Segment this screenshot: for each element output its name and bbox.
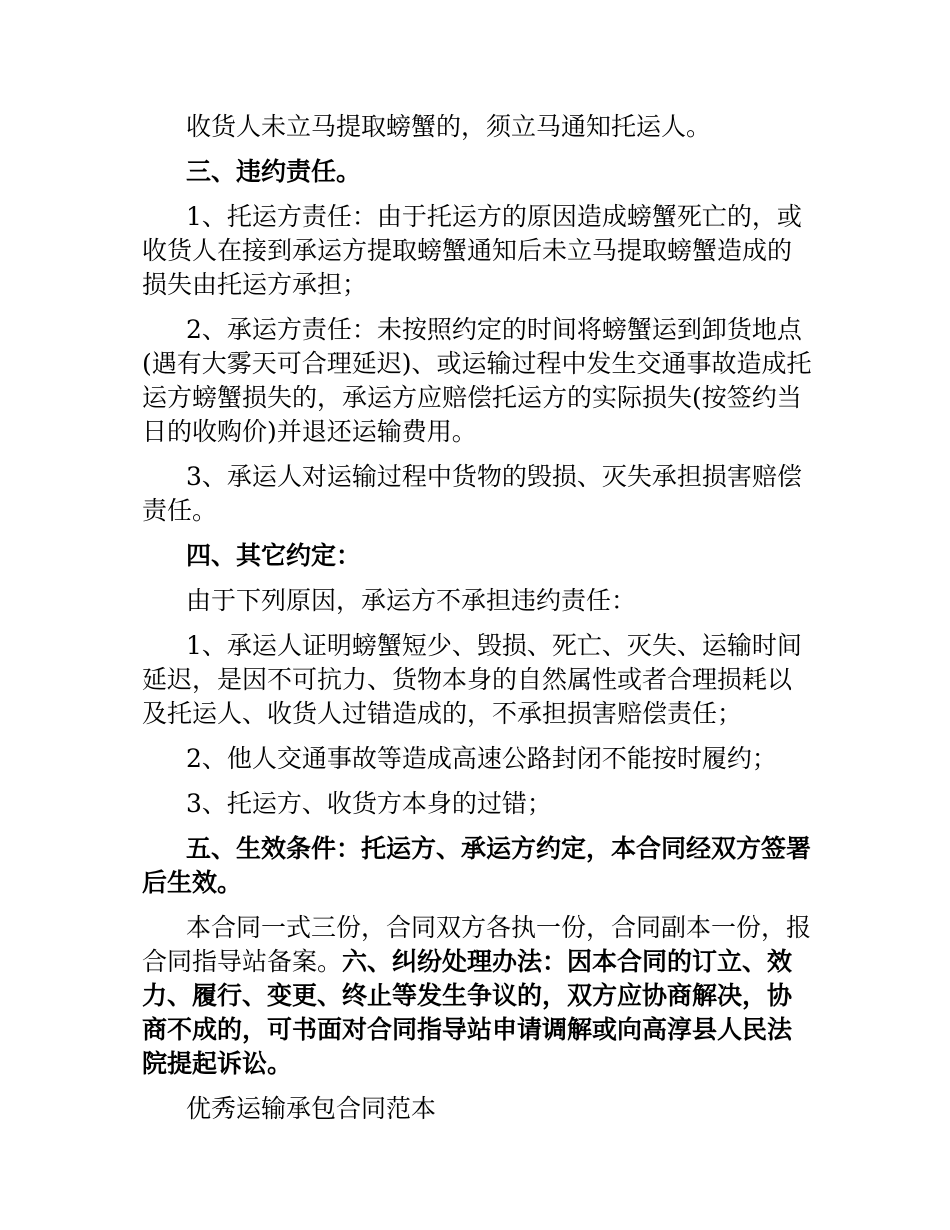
paragraph-copies-and-disputes — [142, 911, 812, 1081]
paragraph-exemption-2: 2、他人交通事故等造成高速公路封闭不能按时履约； — [186, 744, 777, 773]
paragraph-exemption-intro: 由于下列原因，承运方不承担违约责任： — [186, 586, 637, 615]
paragraph-carrier-liability: 2、承运方责任：未按照约定的时间将螃蟹运到卸货地点(遇有大雾天可合理延迟)、或运输过程中发生交通事故造成托运方螃蟹损失的，承运方应赔偿托运方的实际损失(按签约当日的收购价)并退还运输费用。 — [142, 315, 812, 446]
paragraph-shipper-liability: 1、托运方责任：由于托运方的原因造成螃蟹死亡的，或收货人在接到承运方提取螃蟹通知后未立马提取螃蟹造成的损失由托运方承担； — [142, 202, 802, 299]
paragraph-exemption-3: 3、托运方、收货方本身的过错； — [186, 789, 552, 818]
heading-breach-liability: 三、违约责任。 — [186, 157, 362, 186]
heading-effective-conditions: 五、生效条件：托运方、承运方约定，本合同经双方签署后生效。 — [142, 834, 812, 897]
document-body — [142, 110, 812, 1137]
heading-dispute-resolution: 六、纠纷处理办法：因本合同的订立、效力、履行、变更、终止等发生争议的，双方应协商解决，协商不成的，可书面对合同指导站申请调解或向高淳县人民法院提起诉讼。 — [142, 947, 793, 1078]
paragraph-exemption-1: 1、承运人证明螃蟹短少、毁损、死亡、灭失、运输时间延迟，是因不可抗力、货物本身的自然属性或者合理损耗以及托运人、收货人过错造成的，不承担损害赔偿责任； — [142, 631, 802, 728]
paragraph-damage-loss-liability: 3、承运人对运输过程中货物的毁损、灭失承担损害赔偿责任。 — [142, 462, 802, 525]
copies-text: 本合同一式三份，合同双方各执一份，合同副本一份，报合同指导站备案。 — [142, 913, 812, 976]
heading-other-terms: 四、其它约定： — [186, 541, 362, 570]
paragraph-document-title: 优秀运输承包合同范本 — [186, 1094, 437, 1123]
paragraph-consignee-notice: 收货人未立马提取螃蟹的，须立马通知托运人。 — [186, 112, 712, 141]
